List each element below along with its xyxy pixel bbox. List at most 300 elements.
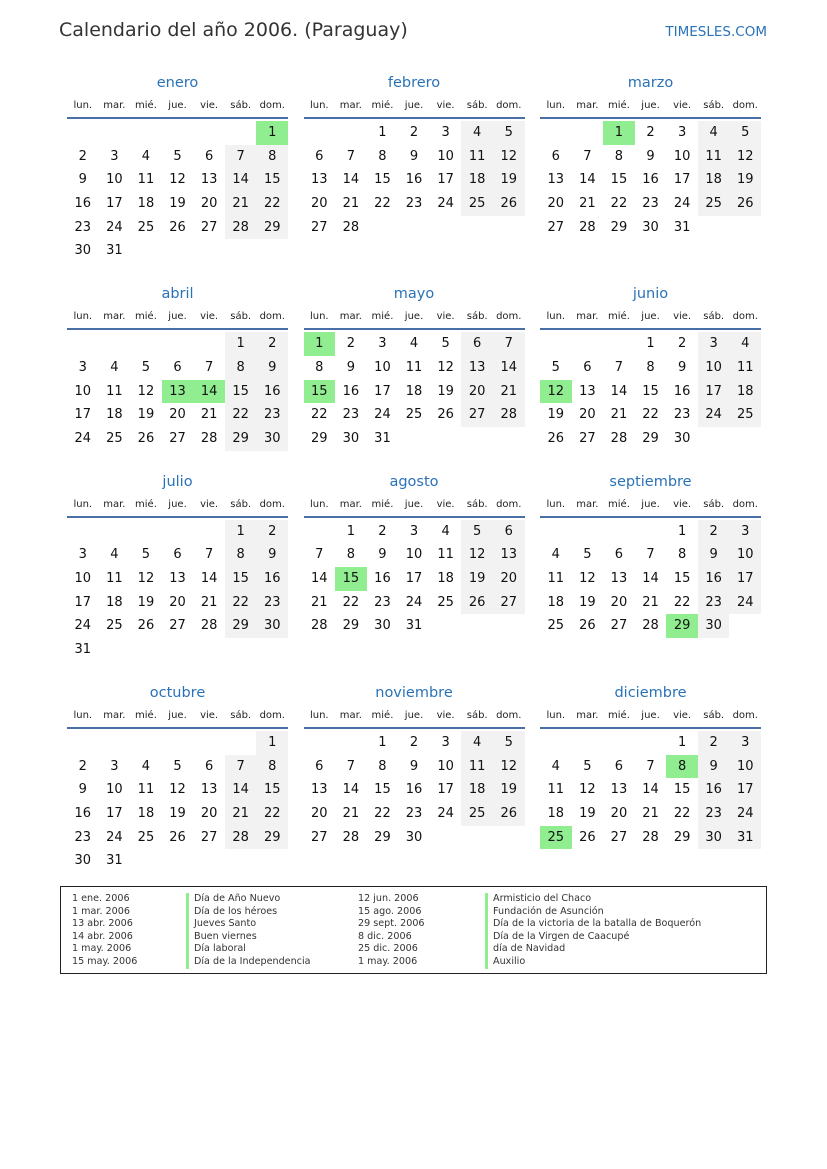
day-cell[interactable]: 2 <box>677 336 687 352</box>
day-cell[interactable]: 30 <box>673 430 691 446</box>
day-cell[interactable]: 18 <box>137 196 155 212</box>
day-cell[interactable]: 19 <box>461 567 493 591</box>
day-cell[interactable]: 25 <box>106 618 123 634</box>
day-cell[interactable]: 5 <box>173 758 182 774</box>
day-cell[interactable]: 30 <box>405 829 423 845</box>
day-cell[interactable]: 21 <box>342 805 360 821</box>
day-cell[interactable]: 15 <box>673 571 691 587</box>
day-cell[interactable]: 25 <box>729 403 761 427</box>
day-cell[interactable]: 23 <box>342 407 360 423</box>
day-cell[interactable]: 25 <box>540 826 572 850</box>
day-cell[interactable]: 29 <box>666 614 698 638</box>
day-cell[interactable]: 22 <box>374 196 391 212</box>
day-cell[interactable]: 2 <box>256 332 288 356</box>
day-cell[interactable]: 6 <box>493 520 525 544</box>
day-cell[interactable]: 13 <box>610 571 628 587</box>
day-cell[interactable]: 4 <box>551 758 560 774</box>
day-cell[interactable]: 2 <box>378 523 387 539</box>
day-cell[interactable]: 19 <box>579 594 596 610</box>
day-cell[interactable]: 23 <box>256 403 288 427</box>
day-cell[interactable]: 26 <box>461 591 493 615</box>
day-cell[interactable]: 30 <box>374 618 391 634</box>
day-cell[interactable]: 28 <box>225 826 257 850</box>
day-cell[interactable]: 12 <box>169 172 186 188</box>
day-cell[interactable]: 22 <box>311 407 328 423</box>
day-cell[interactable]: 4 <box>461 731 493 755</box>
day-cell[interactable]: 4 <box>551 547 560 563</box>
day-cell[interactable]: 21 <box>311 594 328 610</box>
day-cell[interactable]: 16 <box>374 571 391 587</box>
day-cell[interactable]: 8 <box>315 359 324 375</box>
day-cell[interactable]: 6 <box>204 758 214 774</box>
day-cell[interactable]: 18 <box>106 594 123 610</box>
day-cell[interactable]: 28 <box>493 403 525 427</box>
day-cell[interactable]: 24 <box>698 403 730 427</box>
day-cell[interactable]: 27 <box>579 430 596 446</box>
day-cell[interactable]: 25 <box>461 802 493 826</box>
day-cell[interactable]: 18 <box>729 380 761 404</box>
day-cell[interactable]: 9 <box>78 172 87 188</box>
day-cell[interactable]: 14 <box>311 571 328 587</box>
day-cell[interactable]: 29 <box>225 427 257 451</box>
day-cell[interactable]: 7 <box>646 547 655 563</box>
day-cell[interactable]: 15 <box>256 168 288 192</box>
day-cell[interactable]: 7 <box>646 758 655 774</box>
day-cell[interactable]: 23 <box>698 802 730 826</box>
day-cell[interactable]: 6 <box>173 547 182 563</box>
day-cell[interactable]: 19 <box>137 407 155 423</box>
day-cell[interactable]: 22 <box>610 196 628 212</box>
day-cell[interactable]: 19 <box>547 407 565 423</box>
day-cell[interactable]: 29 <box>642 430 659 446</box>
day-cell[interactable]: 18 <box>106 407 123 423</box>
day-cell[interactable]: 3 <box>110 758 119 774</box>
day-cell[interactable]: 15 <box>335 567 367 591</box>
day-cell[interactable]: 13 <box>169 571 186 587</box>
day-cell[interactable]: 24 <box>729 591 761 615</box>
day-cell[interactable]: 24 <box>106 829 123 845</box>
day-cell[interactable]: 16 <box>74 805 92 821</box>
day-cell[interactable]: 30 <box>74 243 92 259</box>
day-cell[interactable]: 5 <box>173 148 182 164</box>
day-cell[interactable]: 12 <box>137 571 155 587</box>
day-cell[interactable]: 29 <box>673 829 691 845</box>
day-cell[interactable]: 11 <box>137 172 155 188</box>
day-cell[interactable]: 16 <box>405 172 423 188</box>
day-cell[interactable]: 14 <box>642 782 659 798</box>
day-cell[interactable]: 7 <box>225 145 257 169</box>
day-cell[interactable]: 28 <box>642 618 659 634</box>
day-cell[interactable]: 2 <box>698 520 730 544</box>
day-cell[interactable]: 10 <box>74 383 92 399</box>
day-cell[interactable]: 31 <box>673 219 691 235</box>
day-cell[interactable]: 14 <box>225 778 257 802</box>
day-cell[interactable]: 19 <box>493 168 525 192</box>
day-cell[interactable]: 9 <box>378 547 387 563</box>
day-cell[interactable]: 24 <box>106 219 123 235</box>
day-cell[interactable]: 26 <box>169 829 186 845</box>
day-cell[interactable]: 18 <box>547 805 565 821</box>
day-cell[interactable]: 4 <box>441 523 450 539</box>
day-cell[interactable]: 7 <box>204 547 214 563</box>
day-cell[interactable]: 5 <box>441 336 450 352</box>
day-cell[interactable]: 20 <box>493 567 525 591</box>
day-cell[interactable]: 21 <box>493 380 525 404</box>
day-cell[interactable]: 10 <box>729 755 761 779</box>
day-cell[interactable]: 17 <box>74 594 92 610</box>
day-cell[interactable]: 3 <box>78 359 87 375</box>
day-cell[interactable]: 21 <box>225 192 257 216</box>
day-cell[interactable]: 4 <box>698 121 730 145</box>
day-cell[interactable]: 17 <box>374 383 391 399</box>
day-cell[interactable]: 3 <box>729 520 761 544</box>
day-cell[interactable]: 10 <box>106 172 123 188</box>
day-cell[interactable]: 13 <box>200 782 218 798</box>
day-cell[interactable]: 12 <box>169 782 186 798</box>
day-cell[interactable]: 20 <box>169 407 186 423</box>
day-cell[interactable]: 31 <box>405 618 423 634</box>
day-cell[interactable]: 9 <box>346 359 355 375</box>
day-cell[interactable]: 27 <box>493 591 525 615</box>
day-cell[interactable]: 16 <box>405 782 423 798</box>
day-cell[interactable]: 23 <box>74 829 92 845</box>
day-cell[interactable]: 12 <box>493 145 525 169</box>
day-cell[interactable]: 26 <box>437 407 454 423</box>
day-cell[interactable]: 23 <box>74 219 92 235</box>
day-cell[interactable]: 2 <box>78 148 87 164</box>
day-cell[interactable]: 27 <box>311 219 328 235</box>
day-cell[interactable]: 6 <box>583 359 592 375</box>
day-cell[interactable]: 27 <box>200 219 218 235</box>
day-cell[interactable]: 12 <box>579 782 596 798</box>
day-cell[interactable]: 24 <box>374 407 391 423</box>
day-cell[interactable]: 15 <box>374 782 391 798</box>
day-cell[interactable]: 21 <box>342 196 360 212</box>
day-cell[interactable]: 2 <box>256 520 288 544</box>
day-cell[interactable]: 5 <box>583 547 592 563</box>
day-cell[interactable]: 17 <box>729 778 761 802</box>
day-cell[interactable]: 18 <box>437 571 454 587</box>
day-cell[interactable]: 13 <box>311 782 328 798</box>
day-cell[interactable]: 20 <box>169 594 186 610</box>
day-cell[interactable]: 12 <box>137 383 155 399</box>
day-cell[interactable]: 15 <box>610 172 628 188</box>
day-cell[interactable]: 11 <box>106 383 123 399</box>
day-cell[interactable]: 6 <box>315 148 324 164</box>
day-cell[interactable]: 1 <box>646 336 655 352</box>
day-cell[interactable]: 17 <box>437 172 454 188</box>
day-cell[interactable]: 9 <box>256 356 288 380</box>
day-cell[interactable]: 8 <box>225 543 257 567</box>
day-cell[interactable]: 10 <box>405 547 423 563</box>
day-cell[interactable]: 21 <box>200 594 218 610</box>
day-cell[interactable]: 6 <box>551 148 560 164</box>
day-cell[interactable]: 29 <box>225 614 257 638</box>
day-cell[interactable]: 8 <box>677 547 687 563</box>
day-cell[interactable]: 27 <box>311 829 328 845</box>
day-cell[interactable]: 21 <box>200 407 218 423</box>
day-cell[interactable]: 6 <box>315 758 324 774</box>
day-cell[interactable]: 22 <box>225 591 257 615</box>
day-cell[interactable]: 27 <box>200 829 218 845</box>
day-cell[interactable]: 14 <box>200 571 218 587</box>
day-cell[interactable]: 7 <box>493 332 525 356</box>
day-cell[interactable]: 20 <box>610 594 628 610</box>
day-cell[interactable]: 31 <box>106 853 123 869</box>
day-cell[interactable]: 13 <box>610 782 628 798</box>
day-cell[interactable]: 17 <box>698 380 730 404</box>
day-cell[interactable]: 8 <box>378 148 387 164</box>
day-cell[interactable]: 12 <box>493 755 525 779</box>
day-cell[interactable]: 23 <box>256 591 288 615</box>
day-cell[interactable]: 10 <box>673 148 691 164</box>
day-cell[interactable]: 20 <box>311 196 328 212</box>
day-cell[interactable]: 22 <box>374 805 391 821</box>
day-cell[interactable]: 18 <box>461 168 493 192</box>
day-cell[interactable]: 28 <box>225 216 257 240</box>
day-cell[interactable]: 7 <box>346 758 355 774</box>
day-cell[interactable]: 1 <box>225 520 257 544</box>
day-cell[interactable]: 1 <box>346 523 355 539</box>
day-cell[interactable]: 3 <box>441 734 450 750</box>
day-cell[interactable]: 16 <box>74 196 92 212</box>
day-cell[interactable]: 1 <box>225 332 257 356</box>
day-cell[interactable]: 8 <box>666 755 698 779</box>
day-cell[interactable]: 5 <box>141 359 151 375</box>
day-cell[interactable]: 24 <box>729 802 761 826</box>
day-cell[interactable]: 8 <box>614 148 624 164</box>
day-cell[interactable]: 6 <box>614 547 624 563</box>
day-cell[interactable]: 4 <box>110 359 119 375</box>
day-cell[interactable]: 14 <box>342 172 360 188</box>
day-cell[interactable]: 25 <box>137 829 155 845</box>
day-cell[interactable]: 29 <box>256 216 288 240</box>
day-cell[interactable]: 14 <box>193 380 225 404</box>
day-cell[interactable]: 1 <box>603 121 635 145</box>
day-cell[interactable]: 27 <box>461 403 493 427</box>
day-cell[interactable]: 7 <box>583 148 592 164</box>
day-cell[interactable]: 22 <box>642 407 659 423</box>
day-cell[interactable]: 28 <box>200 430 218 446</box>
day-cell[interactable]: 13 <box>461 356 493 380</box>
day-cell[interactable]: 11 <box>698 145 730 169</box>
day-cell[interactable]: 16 <box>342 383 360 399</box>
day-cell[interactable]: 7 <box>614 359 624 375</box>
day-cell[interactable]: 19 <box>169 805 186 821</box>
day-cell[interactable]: 3 <box>729 731 761 755</box>
day-cell[interactable]: 9 <box>409 758 419 774</box>
day-cell[interactable]: 25 <box>437 594 454 610</box>
day-cell[interactable]: 22 <box>256 802 288 826</box>
day-cell[interactable]: 31 <box>374 430 391 446</box>
day-cell[interactable]: 18 <box>405 383 423 399</box>
day-cell[interactable]: 1 <box>677 734 687 750</box>
day-cell[interactable]: 3 <box>677 125 687 140</box>
day-cell[interactable]: 2 <box>409 734 419 750</box>
day-cell[interactable]: 12 <box>437 359 454 375</box>
day-cell[interactable]: 24 <box>405 594 423 610</box>
day-cell[interactable]: 26 <box>493 192 525 216</box>
day-cell[interactable]: 4 <box>729 332 761 356</box>
day-cell[interactable]: 1 <box>677 523 687 539</box>
day-cell[interactable]: 12 <box>579 571 596 587</box>
day-cell[interactable]: 4 <box>461 121 493 145</box>
day-cell[interactable]: 20 <box>200 196 218 212</box>
day-cell[interactable]: 19 <box>137 594 155 610</box>
day-cell[interactable]: 9 <box>409 148 419 164</box>
day-cell[interactable]: 21 <box>642 805 659 821</box>
day-cell[interactable]: 28 <box>642 829 659 845</box>
day-cell[interactable]: 13 <box>493 543 525 567</box>
day-cell[interactable]: 30 <box>256 614 288 638</box>
day-cell[interactable]: 30 <box>74 853 92 869</box>
day-cell[interactable]: 26 <box>579 829 596 845</box>
day-cell[interactable]: 19 <box>493 778 525 802</box>
day-cell[interactable]: 27 <box>547 219 565 235</box>
day-cell[interactable]: 10 <box>374 359 391 375</box>
day-cell[interactable]: 10 <box>729 543 761 567</box>
day-cell[interactable]: 13 <box>579 383 596 399</box>
day-cell[interactable]: 17 <box>729 567 761 591</box>
day-cell[interactable]: 24 <box>437 805 454 821</box>
day-cell[interactable]: 16 <box>698 778 730 802</box>
day-cell[interactable]: 14 <box>493 356 525 380</box>
day-cell[interactable]: 6 <box>614 758 624 774</box>
day-cell[interactable]: 3 <box>378 336 387 352</box>
day-cell[interactable]: 11 <box>547 571 565 587</box>
day-cell[interactable]: 22 <box>673 805 691 821</box>
day-cell[interactable]: 11 <box>547 782 565 798</box>
day-cell[interactable]: 26 <box>137 618 155 634</box>
day-cell[interactable]: 7 <box>204 359 214 375</box>
day-cell[interactable]: 29 <box>374 829 391 845</box>
day-cell[interactable]: 24 <box>74 618 92 634</box>
day-cell[interactable]: 24 <box>74 430 92 446</box>
day-cell[interactable]: 20 <box>461 380 493 404</box>
day-cell[interactable]: 30 <box>642 219 659 235</box>
day-cell[interactable]: 12 <box>461 543 493 567</box>
day-cell[interactable]: 16 <box>642 172 659 188</box>
day-cell[interactable]: 3 <box>698 332 730 356</box>
day-cell[interactable]: 26 <box>729 192 761 216</box>
day-cell[interactable]: 15 <box>642 383 659 399</box>
day-cell[interactable]: 31 <box>74 642 92 658</box>
day-cell[interactable]: 8 <box>225 356 257 380</box>
day-cell[interactable]: 23 <box>698 591 730 615</box>
day-cell[interactable]: 23 <box>405 196 423 212</box>
day-cell[interactable]: 22 <box>225 403 257 427</box>
day-cell[interactable]: 1 <box>378 125 387 140</box>
day-cell[interactable]: 1 <box>304 332 336 356</box>
day-cell[interactable]: 21 <box>579 196 596 212</box>
day-cell[interactable]: 14 <box>579 172 596 188</box>
day-cell[interactable]: 22 <box>673 594 691 610</box>
day-cell[interactable]: 23 <box>374 594 391 610</box>
day-cell[interactable]: 11 <box>729 356 761 380</box>
day-cell[interactable]: 5 <box>141 547 151 563</box>
day-cell[interactable]: 27 <box>169 618 186 634</box>
day-cell[interactable]: 21 <box>610 407 628 423</box>
day-cell[interactable]: 22 <box>256 192 288 216</box>
day-cell[interactable]: 30 <box>698 614 730 638</box>
day-cell[interactable]: 15 <box>256 778 288 802</box>
day-cell[interactable]: 8 <box>346 547 355 563</box>
day-cell[interactable]: 26 <box>169 219 186 235</box>
day-cell[interactable]: 30 <box>342 430 360 446</box>
day-cell[interactable]: 7 <box>315 547 324 563</box>
day-cell[interactable]: 15 <box>304 380 336 404</box>
day-cell[interactable]: 28 <box>200 618 218 634</box>
day-cell[interactable]: 5 <box>729 121 761 145</box>
day-cell[interactable]: 4 <box>110 547 119 563</box>
day-cell[interactable]: 2 <box>78 758 87 774</box>
day-cell[interactable]: 19 <box>729 168 761 192</box>
day-cell[interactable]: 18 <box>137 805 155 821</box>
day-cell[interactable]: 16 <box>256 380 288 404</box>
day-cell[interactable]: 30 <box>698 826 730 850</box>
day-cell[interactable]: 29 <box>342 618 360 634</box>
day-cell[interactable]: 17 <box>437 782 454 798</box>
day-cell[interactable]: 10 <box>74 571 92 587</box>
day-cell[interactable]: 26 <box>579 618 596 634</box>
day-cell[interactable]: 11 <box>106 571 123 587</box>
day-cell[interactable]: 28 <box>342 219 360 235</box>
day-cell[interactable]: 10 <box>106 782 123 798</box>
day-cell[interactable]: 13 <box>162 380 194 404</box>
day-cell[interactable]: 15 <box>225 567 257 591</box>
day-cell[interactable]: 25 <box>698 192 730 216</box>
day-cell[interactable]: 27 <box>169 430 186 446</box>
day-cell[interactable]: 26 <box>547 430 565 446</box>
day-cell[interactable]: 1 <box>256 731 288 755</box>
day-cell[interactable]: 3 <box>110 148 119 164</box>
day-cell[interactable]: 18 <box>461 778 493 802</box>
day-cell[interactable]: 31 <box>106 243 123 259</box>
day-cell[interactable]: 13 <box>547 172 565 188</box>
day-cell[interactable]: 11 <box>405 359 423 375</box>
day-cell[interactable]: 2 <box>698 731 730 755</box>
day-cell[interactable]: 11 <box>437 547 454 563</box>
day-cell[interactable]: 27 <box>610 829 628 845</box>
day-cell[interactable]: 17 <box>405 571 423 587</box>
day-cell[interactable]: 9 <box>677 359 687 375</box>
day-cell[interactable]: 8 <box>646 359 655 375</box>
day-cell[interactable]: 29 <box>610 219 628 235</box>
day-cell[interactable]: 25 <box>106 430 123 446</box>
day-cell[interactable]: 19 <box>579 805 596 821</box>
day-cell[interactable]: 28 <box>610 430 628 446</box>
day-cell[interactable]: 2 <box>409 125 419 140</box>
day-cell[interactable]: 2 <box>346 336 355 352</box>
day-cell[interactable]: 21 <box>642 594 659 610</box>
day-cell[interactable]: 8 <box>256 755 288 779</box>
day-cell[interactable]: 11 <box>461 145 493 169</box>
day-cell[interactable]: 1 <box>256 121 288 145</box>
day-cell[interactable]: 21 <box>225 802 257 826</box>
day-cell[interactable]: 4 <box>141 148 151 164</box>
day-cell[interactable]: 8 <box>378 758 387 774</box>
day-cell[interactable]: 24 <box>437 196 454 212</box>
day-cell[interactable]: 20 <box>547 196 565 212</box>
day-cell[interactable]: 7 <box>225 755 257 779</box>
day-cell[interactable]: 15 <box>225 380 257 404</box>
day-cell[interactable]: 10 <box>437 758 454 774</box>
day-cell[interactable]: 20 <box>200 805 218 821</box>
day-cell[interactable]: 12 <box>729 145 761 169</box>
day-cell[interactable]: 25 <box>461 192 493 216</box>
day-cell[interactable]: 20 <box>579 407 596 423</box>
day-cell[interactable]: 26 <box>137 430 155 446</box>
